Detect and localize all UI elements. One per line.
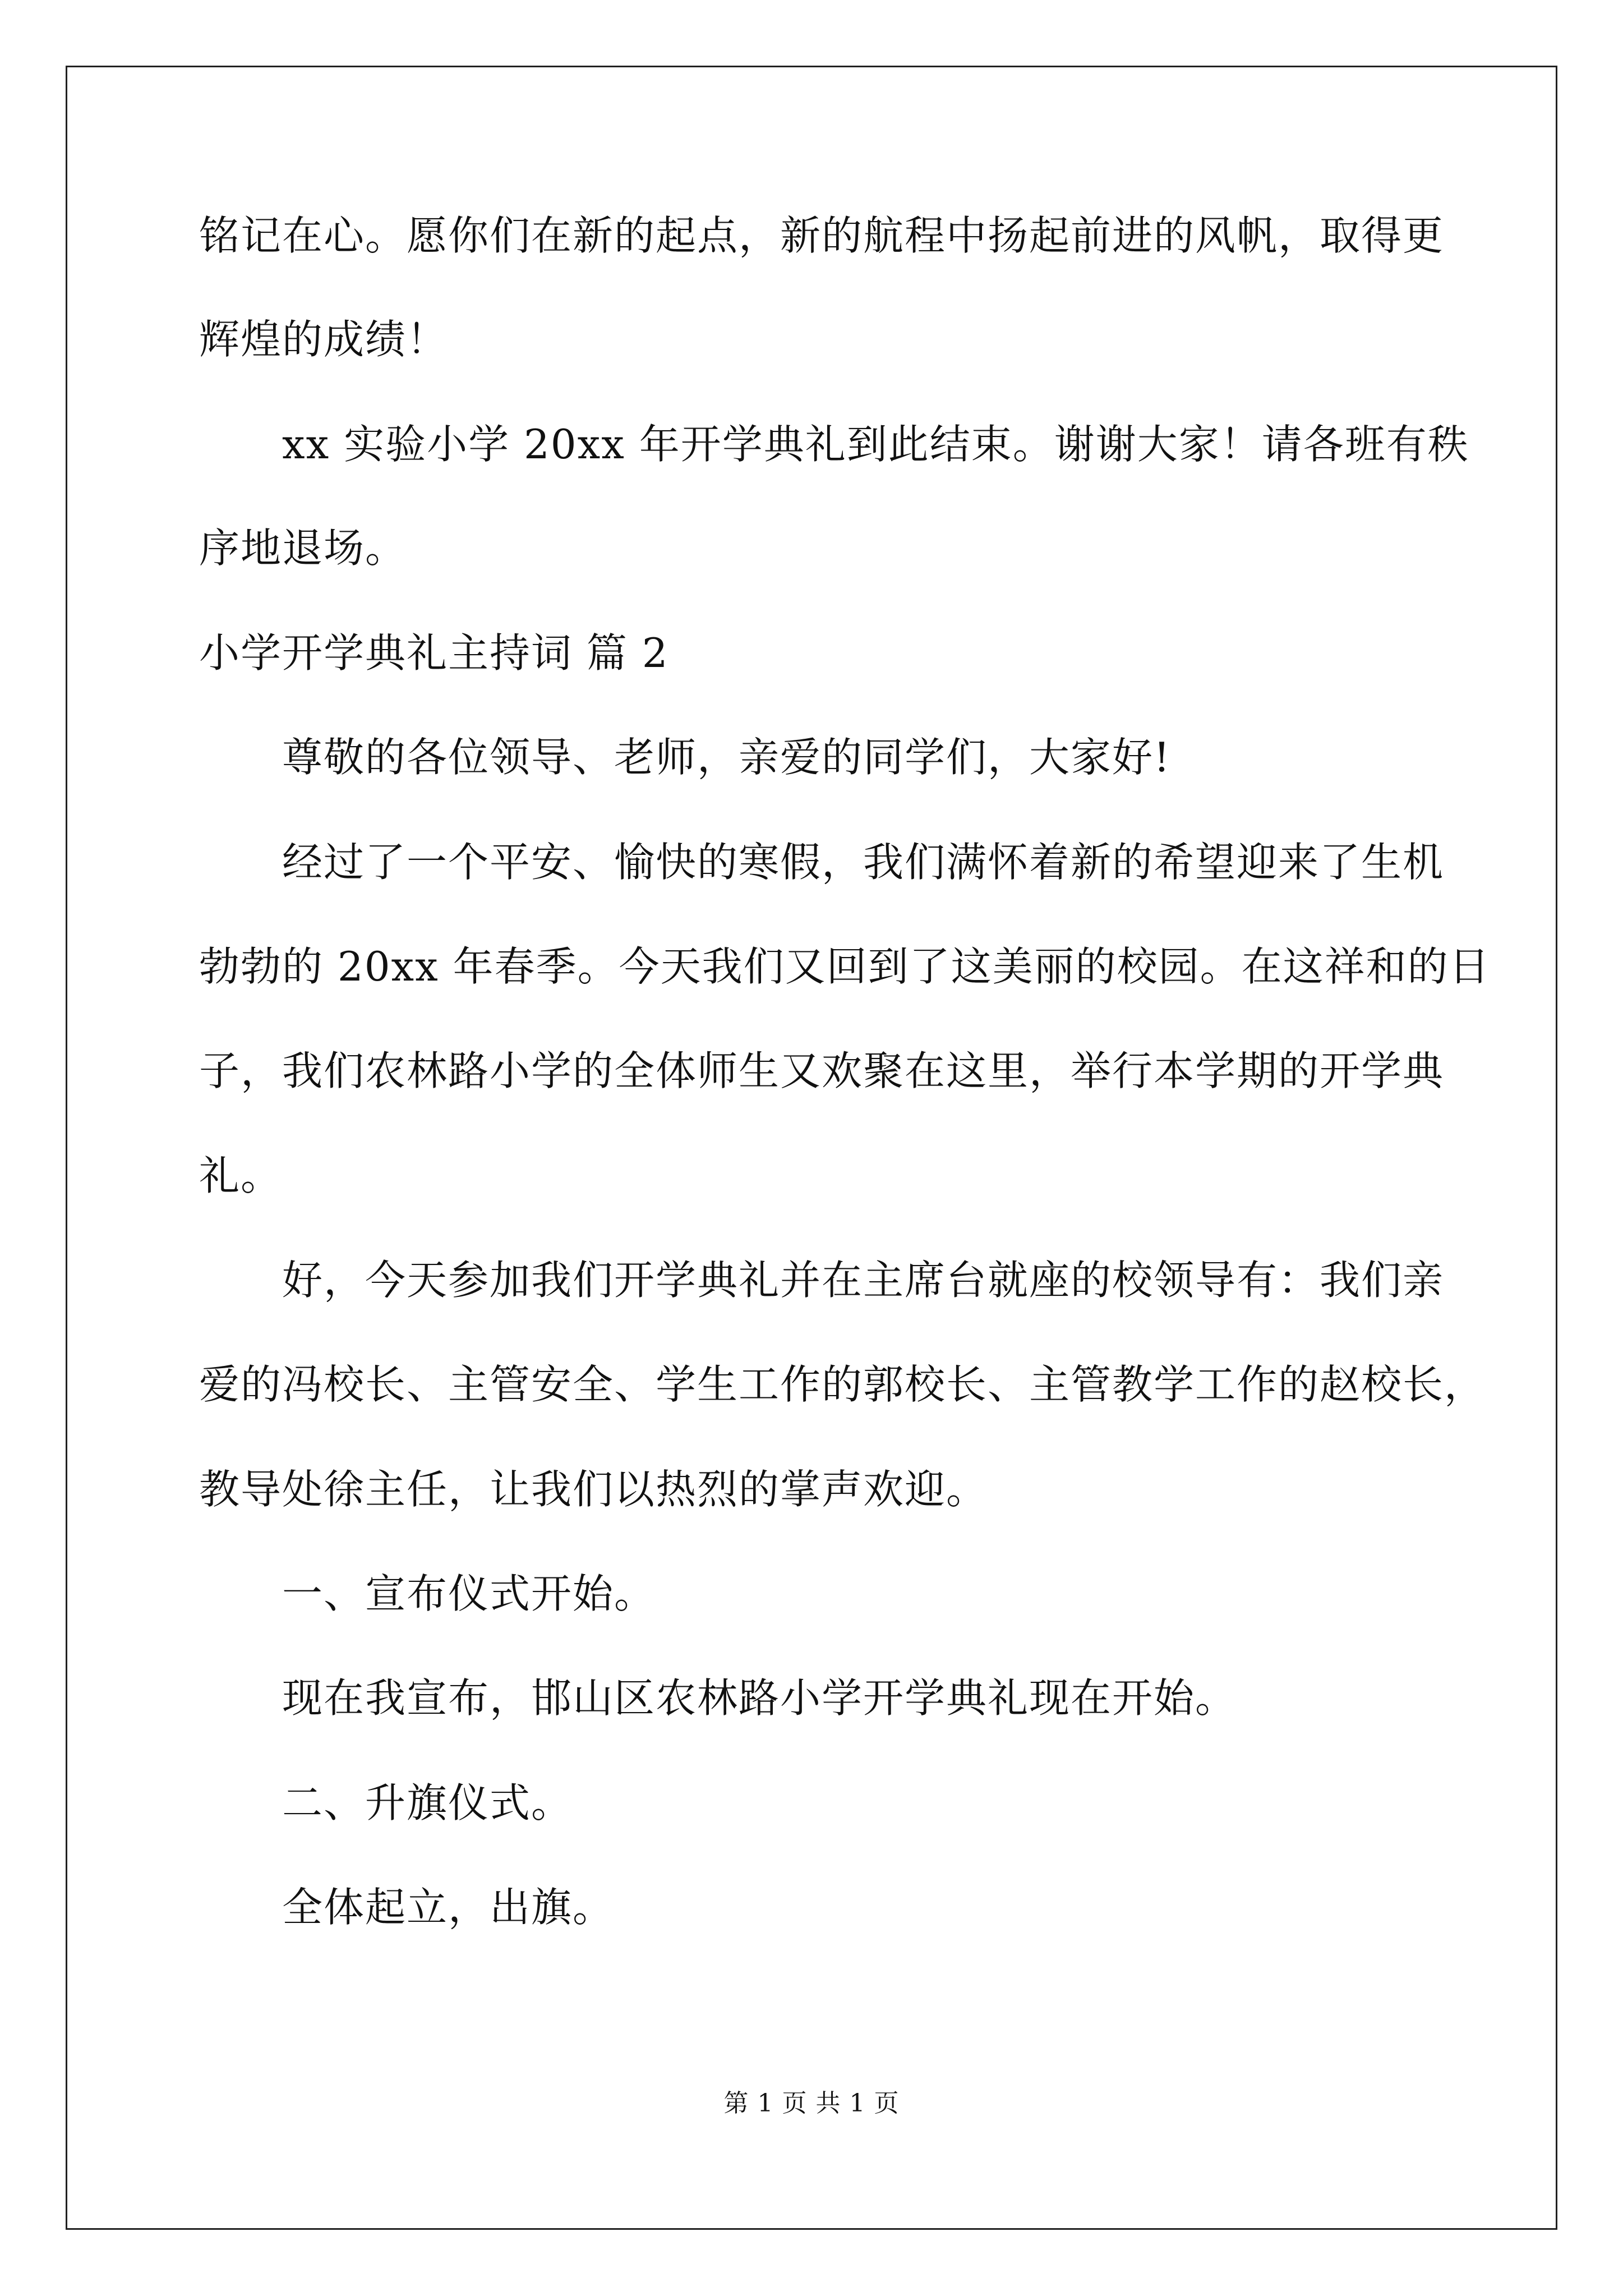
paragraph-line: 子，我们农林路小学的全体师生又欢聚在这里，举行本学期的开学典 [199, 1047, 1445, 1094]
paragraph-line: 教导处徐主任，让我们以热烈的掌声欢迎。 [199, 1466, 988, 1513]
paragraph-line: 序地退场。 [199, 524, 407, 572]
section-heading: 小学开学典礼主持词 篇 2 [199, 629, 669, 677]
paragraph-line: 全体起立，出旗。 [282, 1884, 615, 1931]
paragraph-line: xx 实验小学 20xx 年开学典礼到此结束。谢谢大家！请各班有秩 [282, 421, 1469, 468]
paragraph-line: 铭记在心。愿你们在新的起点，新的航程中扬起前进的风帆，取得更 [199, 212, 1445, 259]
paragraph-line: 爱的冯校长、主管安全、学生工作的郭校长、主管教学工作的赵校长， [199, 1361, 1486, 1408]
paragraph-line: 好，今天参加我们开学典礼并在主席台就座的校领导有：我们亲 [282, 1257, 1445, 1304]
paragraph-line: 勃勃的 20xx 年春季。今天我们又回到了这美丽的校园。在这祥和的日 [199, 943, 1491, 990]
paragraph-line: 现在我宣布，邯山区农林路小学开学典礼现在开始。 [282, 1674, 1237, 1722]
page-number: 第 1 页 共 1 页 [723, 2089, 900, 2118]
paragraph-line: 经过了一个平安、愉快的寒假，我们满怀着新的希望迎来了生机 [282, 839, 1445, 886]
paragraph-line: 尊敬的各位领导、老师，亲爱的同学们，大家好! [282, 734, 1171, 781]
paragraph-line: 辉煌的成绩！ [199, 316, 449, 363]
paragraph-line: 礼。 [199, 1152, 283, 1199]
paragraph-line: 二、升旗仪式。 [282, 1779, 573, 1826]
paragraph-line: 一、宣布仪式开始。 [282, 1570, 656, 1617]
